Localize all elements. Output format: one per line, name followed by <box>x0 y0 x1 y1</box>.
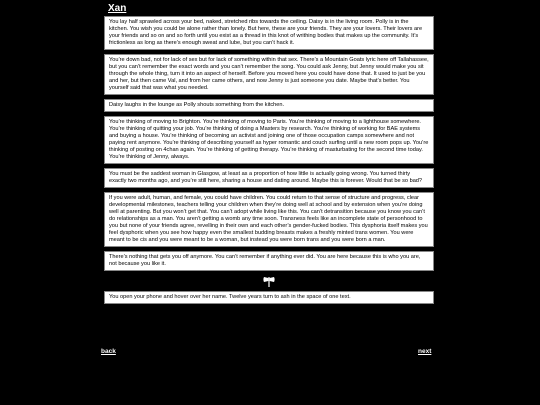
story-paragraph-8: You open your phone and hover over her name. Twelve years turn to ash in the space of one text. <box>104 291 434 304</box>
story-paragraph-5: You must be the saddest woman in Glasgow, at least as a proportion of how little is actually going wrong. You turned thirty exactly two months ago, and you’re still here, sharing a house and dating around. Maybe this is forever. Would that be so bad? <box>104 168 434 188</box>
next-link[interactable]: next <box>418 348 432 355</box>
story-paragraph-1: You lay half sprawled across your bed, naked, stretched ribs towards the ceiling. Daisy is in the living room. Polly is in the kitchen. You wish you could be alone rather than lonely. But here, these are your friends. They are your lovers. Their lovers are your friends and so on and so forth until you exist as a thread in this knot of writhing bodies that makes up the community. It’s frictionless as long as there’s enough sweat and lube, but you can’t hack it. <box>104 16 434 50</box>
story-paragraph-6: If you were adult, human, and female, you could have children. You could return to that sense of structure and progress, clear developmental milestones, teachers telling your children when they’re doing well at school and by extension when you’re doing well at parenting. But you won’t get that. You can’t adopt while living like this. You can’t detransition because you know you can’t do relationships as a man. You aren’t getting a womb any time soon. Transness feels like an incomplete state of personhood to you but none of your friends agree, revelling in their own and each other’s gender-fucked bodies. This dysphoria itself makes you feel dysphoric when you see how happy even the smallest budding breasts makes a freshly minted trans women. You were meant to be cis and you were meant to be a woman, but instead you were born trans and you were born a man. <box>104 192 434 247</box>
story-paragraph-2: You’re down bad, not for lack of sex but for lack of something within that sex. There’s a Mountain Goats lyric here off Tallahassee, but you can’t remember the exact words and you can’t remember the song. You could ask Jenny, but Jenny would make you sit through the whole thing, turn it into an aspect of herself. Before you moved here you could have done that. It used to just be you and her, but then came Val, and from her came others, and now Jenny is just someone you date. Maybe that’s better. You yourself said that was what you needed. <box>104 54 434 95</box>
story-paragraph-4: You’re thinking of moving to Brighton. You’re thinking of moving to Paris. You’re thinking of moving to a lighthouse somewhere. You’re thinking of quitting your job. You’re thinking of doing a Masters by research. You’re thinking of working for BAE systems and buying a house. You’re thinking of becoming an activist and joining one of those occupation camps somewhere and not paying rent anymore. You’re thinking of describing yourself as hyper romantic and couch surfing until a new room pops up. You’re thinking of posting on 4chan again. You’re thinking of getting therapy. You’re thinking of masturbating for the second time today. You’re thinking of Jenny, always. <box>104 116 434 164</box>
story-column <box>104 16 434 308</box>
page-title: Xan <box>108 3 127 14</box>
double-axe-icon <box>262 276 276 288</box>
back-link[interactable]: back <box>101 348 116 355</box>
story-paragraph-7: There’s nothing that gets you off anymore. You can’t remember if anything ever did. You are here because this is who you are, not because you like it. <box>104 251 434 271</box>
story-paragraph-3: Daisy laughs in the lounge as Polly shouts something from the kitchen. <box>104 99 434 112</box>
section-divider <box>104 275 434 289</box>
